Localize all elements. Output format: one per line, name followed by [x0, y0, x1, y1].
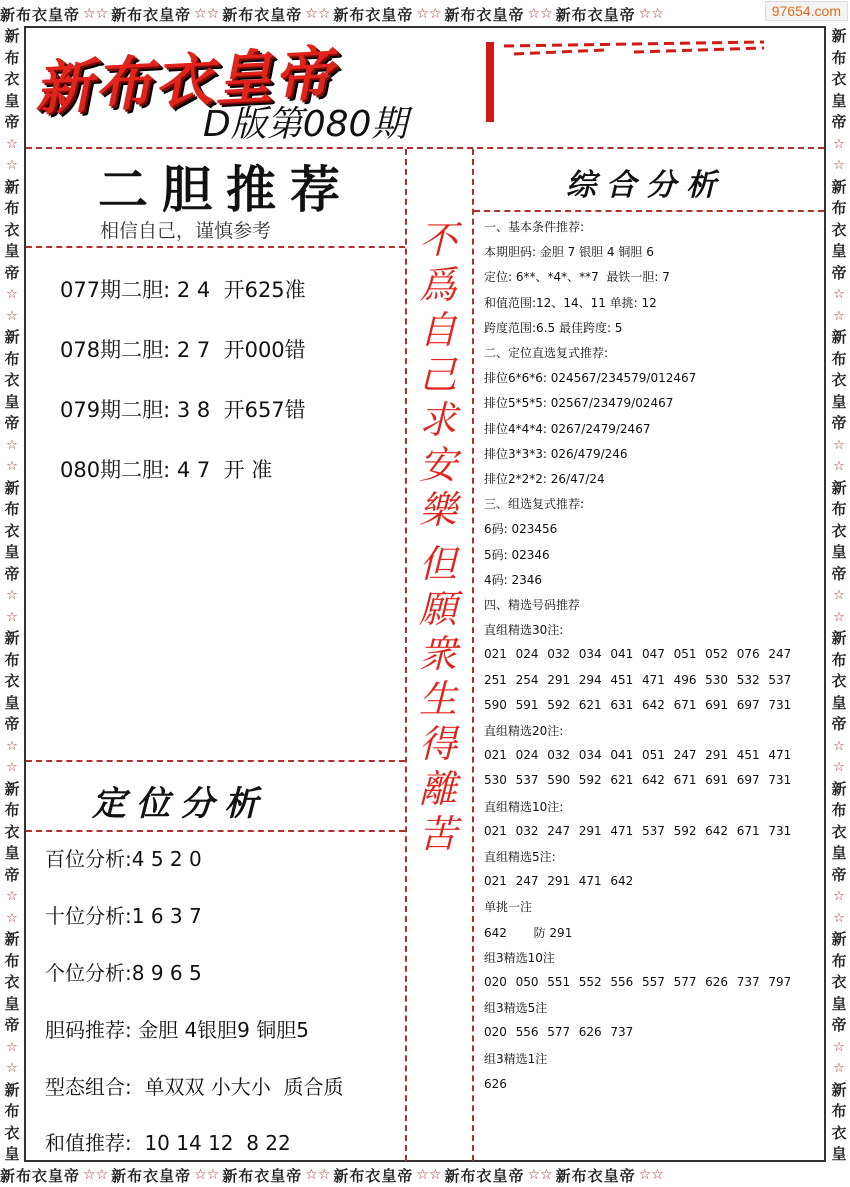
- number-cell: 642: [705, 823, 729, 838]
- number-cell: 047: [641, 647, 665, 662]
- motto-char: 自: [418, 308, 457, 352]
- number-cell: 032: [515, 823, 539, 838]
- analysis-line: 直组精选30注:: [484, 623, 564, 638]
- star-icon: ☆: [6, 1061, 18, 1076]
- number-cell: 590: [547, 773, 571, 788]
- number-cell: 691: [705, 697, 729, 712]
- number-cell: 537: [641, 823, 665, 838]
- analysis-line: 二、定位直选复式推荐:: [484, 346, 609, 360]
- number-row: [484, 1025, 642, 1039]
- border-char: 衣: [4, 521, 20, 540]
- header-divider: [26, 147, 824, 149]
- number-cell: 034: [578, 748, 602, 763]
- comprehensive-analysis-title: 综合分析: [566, 168, 726, 203]
- number-row: [484, 748, 800, 762]
- motto-char: 安: [418, 443, 457, 487]
- number-cell: 592: [673, 823, 697, 838]
- number-cell: 731: [768, 773, 792, 788]
- analysis-line: 排位6*6*6: 024567/234579/012467: [484, 371, 697, 386]
- star-icon: ☆: [6, 1039, 18, 1055]
- star-icon: ☆☆: [305, 6, 331, 22]
- number-cell: 626: [705, 975, 729, 989]
- star-icon: ☆: [833, 459, 845, 474]
- border-char: 布: [831, 349, 847, 368]
- star-icon: ☆: [6, 308, 18, 324]
- star-icon: ☆: [6, 459, 18, 474]
- motto-char: 衆: [418, 632, 457, 676]
- number-cell: 642: [641, 697, 665, 712]
- number-cell: 291: [705, 748, 729, 763]
- border-char: 帝: [831, 865, 847, 884]
- erdan-subtitle: 相信自己，谨慎参考: [100, 220, 272, 242]
- border-word: 新布衣皇帝: [222, 5, 303, 24]
- star-icon: ☆: [6, 910, 18, 926]
- border-char: 布: [831, 801, 847, 819]
- left-top-divider: [26, 246, 405, 248]
- position-line: 型态组合: 单双双 小大小 质合质: [45, 1075, 344, 1099]
- border-word: 新布衣皇帝: [444, 1166, 525, 1185]
- erdan-line: 079期二胆: 3 8 开657错: [60, 398, 306, 422]
- border-char: 新: [4, 27, 20, 45]
- border-char: 布: [4, 199, 20, 217]
- border-char: 帝: [4, 414, 20, 432]
- center-divider-left: [405, 149, 407, 1161]
- border-char: 皇: [4, 91, 20, 110]
- star-icon: ☆: [6, 760, 18, 775]
- border-char: 布: [831, 650, 847, 669]
- border-char: 布: [4, 951, 20, 970]
- border-word: 新布衣皇帝: [333, 1166, 414, 1185]
- number-cell: 021: [484, 874, 507, 889]
- border-char: 帝: [831, 564, 847, 583]
- number-cell: 537: [768, 672, 792, 687]
- border-word: 新布衣皇帝: [222, 1166, 303, 1185]
- number-cell: 731: [768, 697, 792, 712]
- number-cell: 496: [673, 672, 697, 687]
- border-char: 帝: [4, 865, 20, 884]
- analysis-line: 排位4*4*4: 0267/2479/2467: [484, 421, 651, 436]
- analysis-line: 组3精选5注: [484, 1001, 548, 1016]
- motto-char: 爲: [418, 263, 457, 307]
- number-cell: 294: [578, 672, 602, 687]
- number-cell: 590: [484, 697, 507, 712]
- number-cell: 052: [705, 647, 729, 662]
- number-cell: 532: [736, 672, 760, 687]
- border-char: 新: [831, 1080, 847, 1099]
- border-char: 衣: [831, 672, 847, 690]
- star-icon: ☆☆: [83, 1167, 109, 1183]
- border-char: 皇: [4, 844, 20, 862]
- star-icon: ☆: [833, 910, 845, 926]
- analysis-line: 626: [484, 1076, 507, 1091]
- number-row: [484, 824, 800, 838]
- site-watermark[interactable]: 97654.com: [765, 1, 848, 21]
- border-char: 布: [831, 1102, 847, 1120]
- star-icon: ☆☆: [416, 1167, 442, 1183]
- left-mid-divider: [26, 760, 405, 762]
- border-char: 衣: [4, 220, 20, 239]
- number-cell: 471: [578, 874, 602, 889]
- border-char: 布: [4, 500, 20, 518]
- star-icon: ☆: [833, 158, 845, 173]
- number-cell: 691: [705, 773, 729, 788]
- motto-char: 生: [418, 677, 457, 721]
- left-lower-divider: [26, 830, 405, 832]
- top-border: [0, 2, 850, 26]
- border-char: 布: [4, 801, 20, 819]
- border-char: 布: [4, 650, 20, 669]
- border-char: 布: [831, 48, 847, 67]
- star-icon: ☆: [6, 437, 18, 453]
- border-word: 新布衣皇帝: [555, 5, 636, 24]
- border-char: 皇: [831, 994, 847, 1013]
- position-line: 个位分析:8 9 6 5: [45, 961, 202, 985]
- number-cell: 020: [484, 1025, 507, 1040]
- border-char: 衣: [4, 1123, 20, 1142]
- analysis-line: 排位5*5*5: 02567/23479/02467: [484, 396, 674, 411]
- number-cell: 551: [547, 975, 571, 989]
- number-cell: 021: [484, 647, 507, 662]
- border-char: 衣: [831, 220, 847, 239]
- border-char: 新: [831, 779, 847, 798]
- border-word: 新布衣皇帝: [444, 5, 525, 24]
- analysis-line: 跨度范围:6.5 最佳跨度: 5: [484, 320, 623, 335]
- number-cell: 247: [547, 823, 571, 838]
- analysis-line: 四、精选号码推荐: [484, 598, 581, 612]
- number-cell: 451: [736, 748, 760, 763]
- border-char: 新: [4, 930, 20, 948]
- border-char: 布: [831, 199, 847, 217]
- number-cell: 737: [736, 975, 760, 989]
- number-cell: 076: [736, 647, 760, 662]
- star-icon: ☆☆: [416, 6, 442, 22]
- number-cell: 041: [610, 748, 634, 763]
- star-icon: ☆: [6, 136, 18, 152]
- number-cell: 577: [673, 975, 697, 989]
- border-char: 皇: [4, 392, 20, 411]
- analysis-line: 组3精选1注: [484, 1051, 548, 1066]
- left-border: [1, 26, 23, 1162]
- star-icon: ☆☆: [638, 6, 664, 22]
- number-cell: 021: [484, 823, 507, 838]
- border-word: 新布衣皇帝: [333, 5, 414, 24]
- number-cell: 556: [515, 1025, 539, 1040]
- number-row: [484, 874, 642, 888]
- star-icon: ☆☆: [305, 1167, 331, 1183]
- border-char: 新: [4, 629, 20, 647]
- analysis-line: 直组精选20注:: [484, 724, 564, 738]
- number-cell: 642: [610, 874, 634, 889]
- number-cell: 451: [610, 672, 634, 687]
- analysis-line: 和值范围:12、14、11 单挑: 12: [484, 295, 657, 310]
- border-char: 皇: [831, 693, 847, 712]
- analysis-line: 642 防 291: [484, 925, 573, 940]
- star-icon: ☆☆: [527, 1167, 553, 1183]
- border-char: 衣: [4, 973, 20, 991]
- motto-vertical-1: [418, 218, 458, 533]
- border-word: 新布衣皇帝: [555, 1166, 636, 1185]
- border-char: 帝: [831, 414, 847, 432]
- star-icon: ☆: [833, 760, 845, 775]
- analysis-line: 三、组选复式推荐:: [484, 497, 585, 512]
- issue-number: D版第080期: [203, 104, 408, 145]
- number-row: [484, 773, 800, 787]
- border-word: 新布衣皇帝: [0, 1166, 81, 1185]
- number-cell: 592: [578, 773, 602, 788]
- star-icon: ☆: [833, 609, 845, 625]
- number-row: [484, 647, 800, 661]
- border-char: 帝: [4, 263, 20, 282]
- border-char: 新: [4, 177, 20, 196]
- number-cell: 034: [578, 647, 602, 662]
- border-char: 新: [831, 328, 847, 346]
- number-cell: 247: [673, 748, 697, 763]
- star-icon: ☆: [833, 136, 845, 152]
- position-line: 胆码推荐: 金胆 4银胆9 铜胆5: [45, 1018, 309, 1042]
- border-char: 皇: [4, 693, 20, 712]
- number-cell: 697: [736, 773, 760, 788]
- number-cell: 471: [768, 748, 792, 763]
- number-cell: 247: [768, 647, 792, 662]
- border-char: 新: [4, 478, 20, 497]
- right-border: [828, 26, 850, 1162]
- number-cell: 471: [610, 823, 634, 838]
- number-cell: 537: [515, 773, 539, 788]
- analysis-line: 4码: 2346: [484, 572, 543, 587]
- motto-char: 不: [418, 218, 457, 262]
- number-cell: 020: [484, 975, 507, 989]
- motto-char: 但: [418, 542, 457, 586]
- border-char: 新: [831, 27, 847, 45]
- motto-char: 願: [418, 587, 457, 631]
- border-char: 皇: [4, 994, 20, 1013]
- border-char: 布: [831, 951, 847, 970]
- star-icon: ☆☆: [194, 1167, 220, 1183]
- number-cell: 671: [673, 773, 697, 788]
- border-char: 帝: [831, 715, 847, 733]
- analysis-line: 定位: 6**、*4*、**7 最铁一胆: 7: [484, 270, 670, 285]
- border-char: 皇: [831, 242, 847, 260]
- border-char: 新: [831, 629, 847, 647]
- border-char: 衣: [4, 672, 20, 690]
- star-icon: ☆☆: [527, 6, 553, 22]
- bottom-border: [0, 1163, 850, 1187]
- number-cell: 024: [515, 647, 539, 662]
- border-word: 新布衣皇帝: [111, 5, 192, 24]
- scribble-graphic: [484, 36, 784, 126]
- analysis-line: 排位3*3*3: 026/479/246: [484, 446, 628, 461]
- border-char: 皇: [831, 543, 847, 561]
- border-char: 皇: [831, 844, 847, 862]
- motto-char: 求: [418, 398, 457, 442]
- number-cell: 626: [578, 1025, 602, 1040]
- star-icon: ☆: [833, 287, 845, 302]
- number-cell: 731: [768, 823, 792, 838]
- number-cell: 697: [736, 697, 760, 712]
- border-char: 衣: [4, 371, 20, 389]
- star-icon: ☆: [6, 287, 18, 302]
- border-char: 皇: [831, 91, 847, 110]
- border-char: 帝: [831, 1016, 847, 1034]
- number-cell: 621: [610, 773, 634, 788]
- number-cell: 041: [610, 647, 634, 662]
- border-char: 帝: [831, 113, 847, 131]
- number-cell: 591: [515, 697, 539, 712]
- number-cell: 032: [547, 647, 571, 662]
- border-char: 新: [831, 930, 847, 948]
- number-cell: 050: [515, 975, 539, 989]
- border-char: 皇: [4, 242, 20, 260]
- star-icon: ☆: [833, 889, 845, 904]
- number-cell: 254: [515, 672, 539, 687]
- analysis-line: 单挑一注: [484, 900, 533, 915]
- star-icon: ☆: [6, 889, 18, 904]
- star-icon: ☆☆: [83, 6, 109, 22]
- erdan-title: 二胆推荐: [98, 160, 354, 219]
- border-char: 衣: [4, 70, 20, 88]
- star-icon: ☆: [833, 738, 845, 754]
- number-cell: 621: [578, 697, 602, 712]
- star-icon: ☆: [833, 437, 845, 453]
- border-char: 衣: [831, 822, 847, 841]
- number-cell: 556: [610, 975, 634, 989]
- border-char: 衣: [4, 822, 20, 841]
- number-cell: 642: [641, 773, 665, 788]
- number-row: [484, 673, 800, 687]
- motto-char: 得: [418, 722, 457, 766]
- border-char: 布: [4, 48, 20, 67]
- star-icon: ☆☆: [638, 1167, 664, 1183]
- border-char: 新: [4, 779, 20, 798]
- number-cell: 291: [547, 672, 571, 687]
- border-word: 新布衣皇帝: [111, 1166, 192, 1185]
- number-cell: 024: [515, 748, 539, 763]
- border-char: 衣: [831, 70, 847, 88]
- border-char: 帝: [4, 1016, 20, 1034]
- number-cell: 797: [768, 975, 792, 989]
- border-char: 皇: [831, 1145, 847, 1162]
- border-char: 新: [831, 177, 847, 196]
- number-cell: 291: [578, 823, 602, 838]
- analysis-line: 一、基本条件推荐:: [484, 220, 585, 234]
- number-row: [484, 975, 800, 989]
- star-icon: ☆: [6, 588, 18, 603]
- number-cell: 051: [673, 647, 697, 662]
- position-line: 百位分析:4 5 2 0: [45, 847, 202, 871]
- erdan-line: 078期二胆: 2 7 开000错: [60, 338, 306, 362]
- number-row: [484, 698, 800, 712]
- star-icon: ☆☆: [194, 6, 220, 22]
- star-icon: ☆: [833, 1039, 845, 1055]
- border-char: 布: [4, 1102, 20, 1120]
- analysis-line: 直组精选10注:: [484, 799, 564, 814]
- number-cell: 530: [705, 672, 729, 687]
- border-word: 新布衣皇帝: [0, 5, 81, 24]
- star-icon: ☆: [6, 738, 18, 754]
- border-char: 衣: [831, 371, 847, 389]
- number-cell: 671: [673, 697, 697, 712]
- border-char: 衣: [831, 1123, 847, 1142]
- border-char: 布: [831, 500, 847, 518]
- position-line: 十位分析:1 6 3 7: [45, 904, 202, 928]
- border-char: 皇: [4, 543, 20, 561]
- number-cell: 051: [641, 748, 665, 763]
- star-icon: ☆: [833, 1061, 845, 1076]
- border-char: 帝: [4, 113, 20, 131]
- number-cell: 251: [484, 672, 507, 687]
- number-cell: 021: [484, 748, 507, 763]
- border-char: 皇: [831, 392, 847, 411]
- erdan-line: 080期二胆: 4 7 开 准: [60, 458, 273, 482]
- number-cell: 032: [547, 748, 571, 763]
- number-cell: 737: [610, 1025, 634, 1040]
- motto-char: 苦: [418, 812, 457, 856]
- border-char: 新: [4, 328, 20, 346]
- border-char: 衣: [831, 973, 847, 991]
- right-title-divider: [474, 210, 824, 212]
- analysis-line: 6码: 023456: [484, 522, 558, 537]
- border-char: 新: [831, 478, 847, 497]
- border-char: 布: [4, 349, 20, 368]
- brand-logo: 新布衣皇帝: [32, 39, 336, 123]
- position-analysis-title: 定位分析: [92, 784, 268, 824]
- border-char: 帝: [4, 715, 20, 733]
- number-cell: 557: [641, 975, 665, 989]
- motto-char: 己: [418, 353, 457, 397]
- number-cell: 671: [736, 823, 760, 838]
- number-cell: 471: [641, 672, 665, 687]
- star-icon: ☆: [833, 588, 845, 603]
- number-cell: 530: [484, 773, 507, 788]
- number-cell: 577: [547, 1025, 571, 1040]
- border-char: 帝: [831, 263, 847, 282]
- border-char: 衣: [831, 521, 847, 540]
- erdan-line: 077期二胆: 2 4 开625准: [60, 278, 306, 302]
- analysis-line: 5码: 02346: [484, 547, 550, 562]
- border-char: 皇: [4, 1145, 20, 1162]
- motto-char: 樂: [418, 488, 457, 532]
- number-cell: 552: [578, 975, 602, 989]
- number-cell: 291: [547, 874, 571, 889]
- star-icon: ☆: [6, 158, 18, 173]
- number-cell: 592: [547, 697, 571, 712]
- border-char: 帝: [4, 564, 20, 583]
- center-divider-right: [472, 149, 474, 1161]
- star-icon: ☆: [6, 609, 18, 625]
- analysis-line: 排位2*2*2: 26/47/24: [484, 472, 605, 486]
- number-cell: 631: [610, 697, 634, 712]
- number-cell: 247: [515, 874, 539, 889]
- motto-char: 離: [418, 767, 457, 811]
- border-char: 新: [4, 1080, 20, 1099]
- position-line: 和值推荐: 10 14 12 8 22: [45, 1131, 291, 1155]
- star-icon: ☆: [833, 308, 845, 324]
- analysis-line: 直组精选5注:: [484, 850, 556, 864]
- motto-vertical-2: [418, 542, 458, 857]
- analysis-line: 组3精选10注: [484, 950, 555, 965]
- analysis-line: 本期胆码: 金胆 7 银胆 4 铜胆 6: [484, 245, 654, 260]
